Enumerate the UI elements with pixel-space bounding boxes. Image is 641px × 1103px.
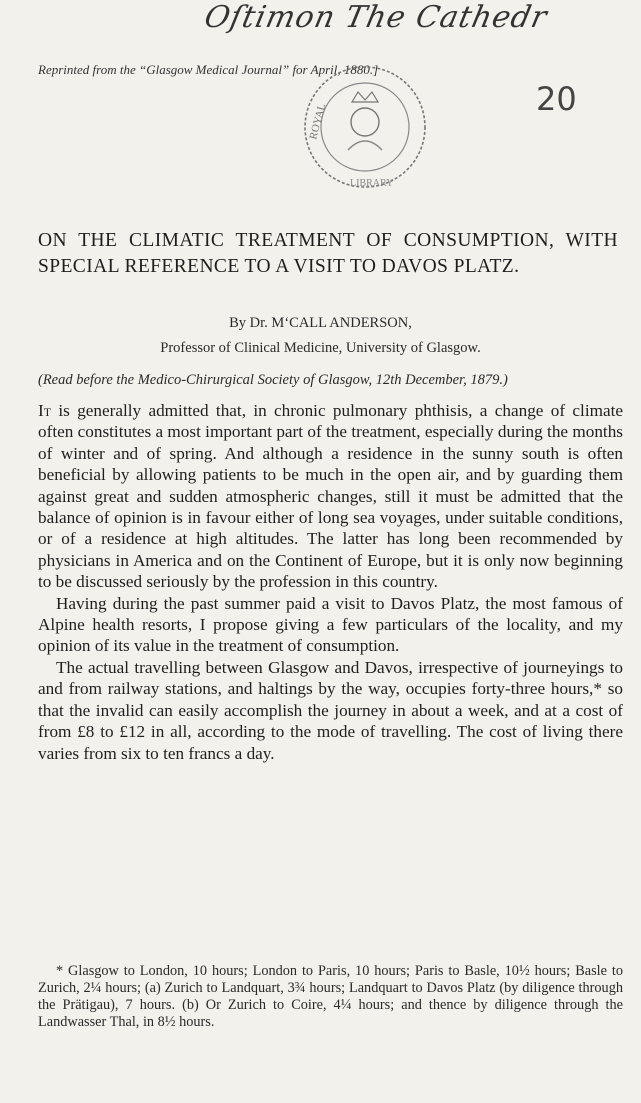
article-body xyxy=(38,400,623,764)
author-affiliation: Professor of Clinical Medicine, University of Glasgow. xyxy=(160,340,481,356)
article-title: ON THE CLIMATIC TREATMENT OF CONSUMPTION, WITH SPECIAL REFERENCE TO A VISIT TO DAVOS PLATZ. xyxy=(38,230,618,277)
paragraph-1-text: is generally admitted that, in chronic pulmonary phthisis, a change of climate often constitutes a most important part of the treatment, especially during the months of winter and of spring. And although a residence in the sunny south is often beneficial by allowing patients to be much in the open air, and by guarding them against great and sudden atmospheric changes, still it must be admitted that the balance of opinion is in favour either of long sea voyages, under suitable conditions, or of a residence at high altitudes. The latter has long been recommended by physicians in America and on the Continent of Europe, but it is only now beginning to be discussed seriously by the profession in this country. xyxy=(38,401,623,592)
footnote xyxy=(38,963,623,1031)
paragraph-1-lead: It xyxy=(38,401,52,420)
library-stamp xyxy=(300,62,430,192)
paragraph-3: The actual travelling between Glasgow and Davos, irrespective of journeyings to and from railway stations, and haltings by the way, occupies forty-three hours,* so that the invalid can easily accomplish the journey in about a week, and at a cost of from £8 to £12 in all, according to the mode of travelling. The cost of living there varies from six to ten francs a day. xyxy=(38,657,623,763)
handwritten-inscription: Oſtimon The Cathedr xyxy=(201,0,551,35)
svg-text:LIBRARY: LIBRARY xyxy=(350,178,394,189)
author-byline: By Dr. M‘CALL ANDERSON, xyxy=(229,315,412,331)
paragraph-2: Having during the past summer paid a visit to Davos Platz, the most famous of Alpine health resorts, I propose giving a few particulars of the locality, and my opinion of its value in the treatment of consumption. xyxy=(38,593,623,656)
presentation-note: (Read before the Medico-Chirurgical Society of Glasgow, 12th December, 1879.) xyxy=(38,372,508,388)
reprint-notice: Reprinted from the “Glasgow Medical Journal” for April, 1880.] xyxy=(38,62,379,77)
svg-text:ROYAL: ROYAL xyxy=(307,102,329,141)
page-number: 20 xyxy=(536,80,577,118)
footnote-text: * Glasgow to London, 10 hours; London to Paris, 10 hours; Paris to Basle, 10½ hours; Basle to Zurich, 2¼ hours; (a) Zurich to Landquart, 3¾ hours; Landquart to Davos Platz (by diligence through the Prätigau), 7 hours. (b) Or Zurich to Coire, 4¼ hours; and thence by diligence through the Landwasser Thal, in 8½ hours. xyxy=(38,963,623,1030)
paragraph-1 xyxy=(38,400,623,593)
